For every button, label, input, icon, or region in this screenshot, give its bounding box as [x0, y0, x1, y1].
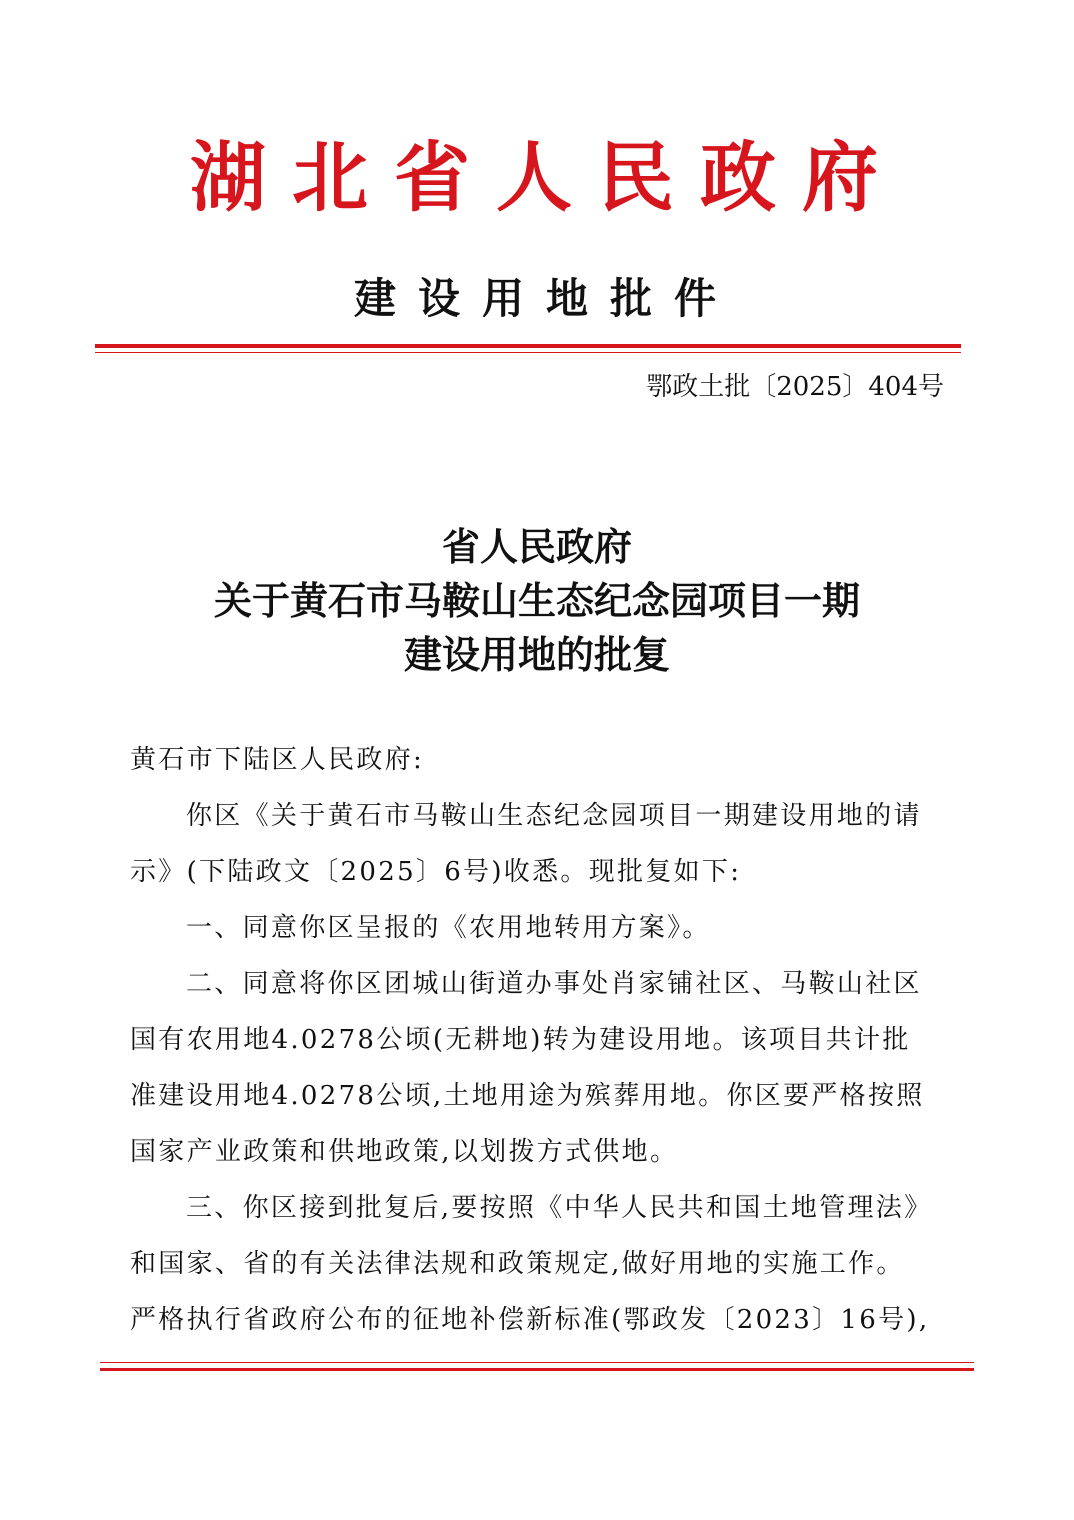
recipient-line: 黄石市下陆区人民政府:	[130, 745, 425, 775]
header-divider-thin	[95, 352, 961, 353]
header-divider-thick	[95, 344, 961, 348]
document-title	[0, 520, 1074, 682]
issuing-authority-title: 湖北省人民政府	[190, 133, 904, 222]
body-line: 国有农用地4.0278公顷(无耕地)转为建设用地。该项目共计批	[130, 1025, 911, 1055]
body-line: 一、同意你区呈报的《农用地转用方案》。	[186, 913, 711, 943]
footer-divider-thin	[100, 1362, 974, 1363]
body-line: 你区《关于黄石市马鞍山生态纪念园项目一期建设用地的请	[186, 801, 922, 831]
document-number: 鄂政土批〔2025〕404号	[646, 372, 944, 402]
footer-divider-thick	[100, 1368, 974, 1371]
document-type-subtitle: 建设用地批件	[353, 274, 738, 323]
body-line: 示》(下陆政文〔2025〕6号)收悉。现批复如下:	[130, 857, 742, 887]
body-line: 三、你区接到批复后,要按照《中华人民共和国土地管理法》	[186, 1193, 933, 1223]
document-title-line-1: 省人民政府	[441, 524, 632, 569]
body-line: 二、同意将你区团城山街道办事处肖家铺社区、马鞍山社区	[186, 969, 922, 999]
body-line: 准建设用地4.0278公顷,土地用途为殡葬用地。你区要严格按照	[130, 1081, 925, 1111]
body-line: 国家产业政策和供地政策,以划拨方式供地。	[130, 1137, 679, 1167]
document-title-line-3: 建设用地的批复	[403, 632, 670, 677]
document-body	[130, 732, 946, 1348]
body-line: 严格执行省政府公布的征地补偿新标准(鄂政发〔2023〕16号),	[130, 1305, 930, 1335]
body-line: 和国家、省的有关法律法规和政策规定,做好用地的实施工作。	[130, 1249, 905, 1279]
document-title-line-2: 关于黄石市马鞍山生态纪念园项目一期	[213, 578, 860, 623]
